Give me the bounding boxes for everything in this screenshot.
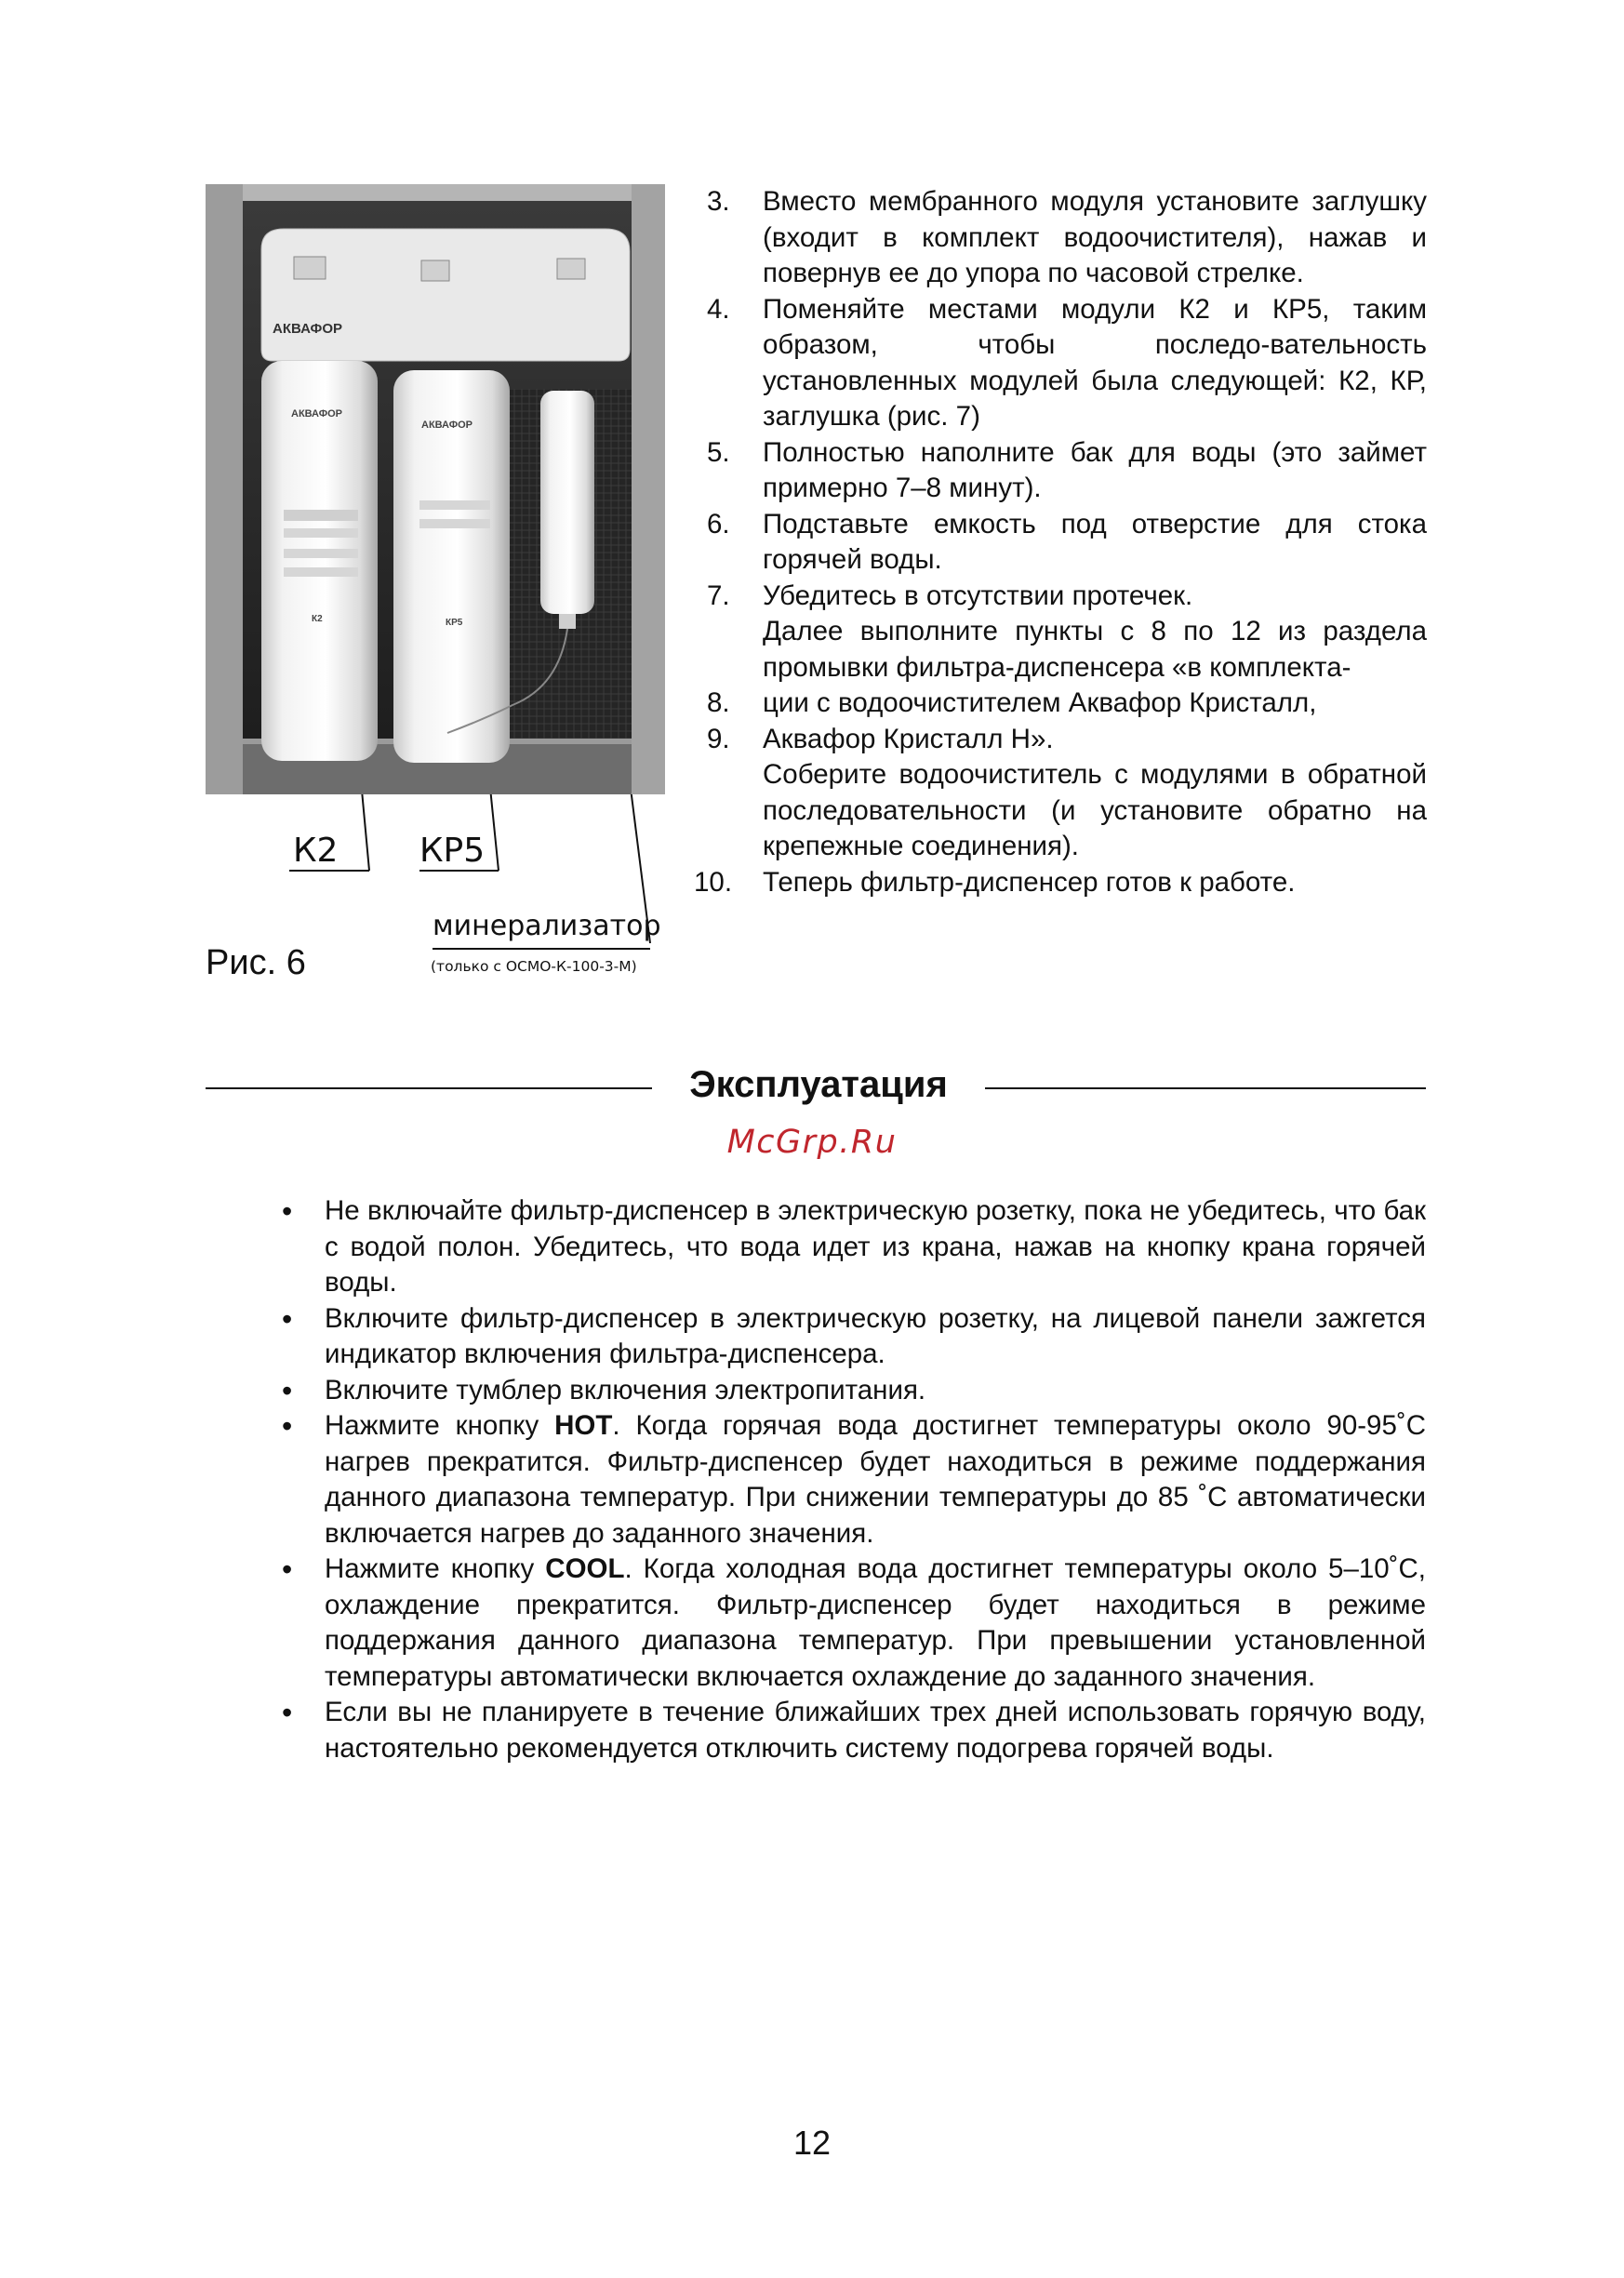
bullet-item: • Не включайте фильтр-диспенсер в электрическую розетку, пока не убедитесь, что бак с водой полон. Убедитесь, что вода идет из крана, нажав на кнопку крана горячей воды. xyxy=(282,1193,1426,1301)
bullet-item: • Нажмите кнопку HOT. Когда горячая вода достигнет температуры около 90-95˚С нагрев прекратится. Фильтр-диспенсер будет находиться в режиме поддержания данного диапазона температур. При снижении температуры до 85 ˚С автоматически включается нагрев до заданного значения. xyxy=(282,1408,1426,1552)
brand-text-middle: АКВАФОР xyxy=(421,420,473,431)
brand-text-left: АКВАФОР xyxy=(291,408,343,420)
bullet-item: • Нажмите кнопку COOL. Когда холодная вода достигнет температуры около 5–10˚С, охлаждение прекратится. Фильтр-диспенсер будет находиться в режиме поддержания данного диапазона температур. При превышении установленной температуры автоматически включается охлаждение до заданного значения. xyxy=(282,1552,1426,1695)
page-number: 12 xyxy=(792,2124,832,2162)
step-item: 4. Поменяйте местами модули К2 и КР5, таким образом, чтобы последо-вательность установленных модулей была следующей: К2, КР, заглушка (рис. 7) xyxy=(707,293,1427,432)
label-mineralizer-note: (только с ОСМО-К-100-3-М) xyxy=(431,958,637,975)
module-label-k2: К2 xyxy=(312,614,323,624)
watermark: McGrp.Ru xyxy=(726,1124,898,1161)
step-item: 10. Теперь фильтр-диспенсер готов к работе. xyxy=(694,866,1296,898)
step-item: 7. Убедитесь в отсутствии протечек. xyxy=(707,579,1193,611)
step-item: 9. Аквафор Кристалл Н». xyxy=(707,723,1054,754)
step-item: 5. Полностью наполните бак для воды (это займет примерно 7–8 минут). xyxy=(707,436,1427,503)
filter-modules-photo xyxy=(206,184,665,794)
bullet-item: • Если вы не планируете в течение ближайших трех дней использовать горячую воду, настоятельно рекомендуется отключить систему подогрева горячей воды. xyxy=(282,1695,1426,1766)
step-item: Далее выполните пункты с 8 по 12 из раздела промывки фильтра-диспенсера «в комплекта- xyxy=(763,616,1427,683)
step-item: Соберите водоочиститель с модулями в обратной последовательности (и установите обратно на крепежные соединения). xyxy=(763,759,1427,861)
label-kp5: КР5 xyxy=(419,832,486,870)
section-title: Эксплуатация xyxy=(689,1064,948,1105)
bullet-item: • Включите фильтр-диспенсер в электрическую розетку, на лицевой панели зажгется индикатор включения фильтра-диспенсера. xyxy=(282,1301,1426,1373)
figure-labels xyxy=(206,794,665,1008)
label-mineralizer: минерализатор xyxy=(433,910,661,942)
figure-caption: Рис. 6 xyxy=(206,943,306,982)
heading-rule-right xyxy=(985,1087,1426,1089)
section-heading xyxy=(206,1057,1426,1112)
step-item: 8. ции с водоочистителем Аквафор Кристалл, xyxy=(707,687,1317,718)
step-item: 3. Вместо мембранного модуля установите заглушку (входит в комплект водоочистителя), нажав и повернув ее до упора по часовой стрелке. xyxy=(707,186,1427,288)
heading-rule-left xyxy=(206,1087,652,1089)
module-label-kp5: КР5 xyxy=(446,618,463,628)
bullet-item: • Включите тумблер включения электропитания. xyxy=(282,1373,1426,1409)
operation-bullets xyxy=(282,1193,1426,1766)
label-k2: К2 xyxy=(293,832,339,870)
step-item: 6. Подставьте емкость под отверстие для стока горячей воды. xyxy=(707,508,1427,575)
brand-text: АКВАФОР xyxy=(273,321,343,337)
steps-list xyxy=(694,184,1427,900)
